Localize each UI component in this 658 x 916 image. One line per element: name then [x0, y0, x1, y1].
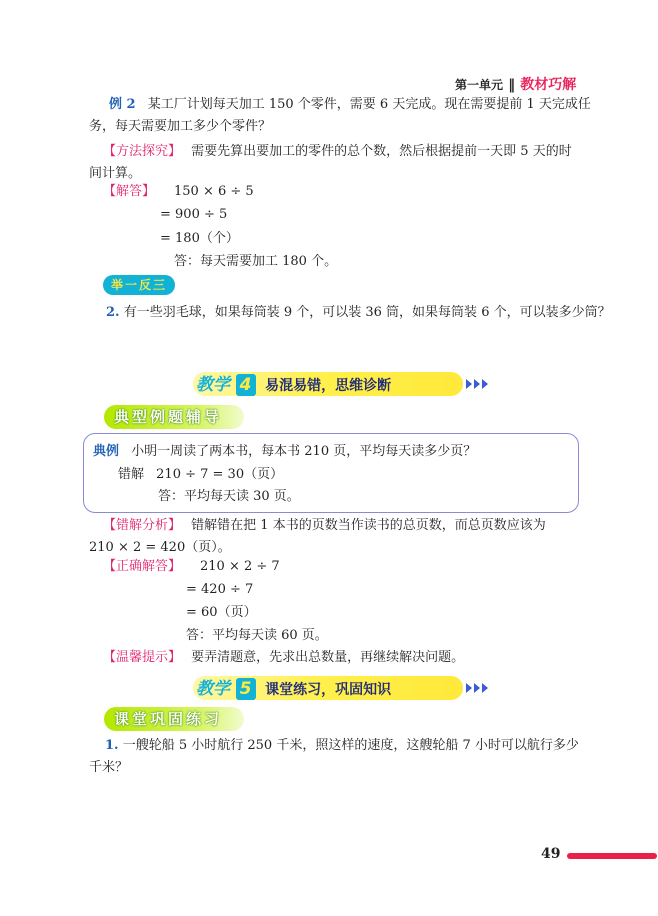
- example2-text1: 某工厂计划每天加工 150 个零件，需要 6 天完成。现在需要提前 1 天完成任: [147, 97, 591, 112]
- exercise1-text1: 一艘轮船 5 小时航行 250 千米，照这样的速度，这艘轮船 7 小时可以航行多少: [122, 738, 579, 753]
- footer-red-bar: [567, 853, 657, 859]
- section4-number: 4: [236, 374, 256, 396]
- typical-question: 小明一周读了两本书，每本书 210 页，平均每天读多少页？: [131, 444, 477, 459]
- method-line2: 间计算。: [89, 166, 142, 181]
- section5-jiaoxue: 教学: [196, 679, 230, 699]
- typical-wrong-step: 210 ÷ 7 = 30（页）: [156, 467, 284, 482]
- solution-step3: = 180（个）: [160, 231, 239, 246]
- error-analysis-label: 【错解分析】: [103, 518, 182, 533]
- practice2: [106, 302, 611, 324]
- typical-wrong-label: 错解: [118, 467, 145, 482]
- typical-question-line: [93, 441, 476, 463]
- solution-answer: 答：每天需要加工 180 个。: [174, 254, 338, 269]
- tip-text: 要弄清题意，先求出总数量，再继续解决问题。: [191, 650, 465, 665]
- correct-step1: 210 × 2 ÷ 7: [200, 559, 280, 574]
- error-analysis-line1: [103, 515, 546, 537]
- section4-arrows-icon: [466, 376, 490, 392]
- correct-label: [103, 556, 181, 578]
- section4-heading: [196, 370, 391, 396]
- section5-title: 课堂练习，巩固知识: [265, 682, 392, 698]
- correct-label-text: 【正确解答】: [103, 559, 182, 574]
- method-line1: [103, 141, 572, 163]
- tip-line: [103, 647, 464, 669]
- method-label: 【方法探究】: [103, 144, 182, 159]
- practice2-number: 2.: [106, 305, 120, 320]
- practice2-text: 有一些羽毛球，如果每筒装 9 个，可以装 36 筒，如果每筒装 6 个，可以装多少筒？: [123, 305, 611, 320]
- typical-example-banner: 典型例题辅导: [104, 405, 244, 429]
- tip-label: 【温馨提示】: [103, 650, 182, 665]
- page-header: [455, 74, 576, 94]
- example2-line1: [109, 94, 591, 116]
- exercise1-number: 1.: [105, 738, 119, 753]
- solution-label-text: 【解答】: [103, 184, 156, 199]
- correct-answer: 答：平均每天读 60 页。: [186, 628, 328, 643]
- solution-label: [103, 181, 155, 203]
- typical-label: 典例: [93, 444, 120, 459]
- practice-badge: 举一反三: [103, 275, 175, 295]
- page-number: 49: [541, 846, 561, 862]
- typical-wrong-line: [118, 464, 283, 486]
- example2-label: 例 2: [109, 97, 136, 112]
- solution-step1: 150 × 6 ÷ 5: [174, 184, 254, 199]
- exercise1-line1: [105, 735, 579, 757]
- example2-line2: 务，每天需要加工多少个零件？: [89, 119, 272, 134]
- section4-title: 易混易错，思维诊断: [265, 378, 392, 394]
- correct-step3: = 60（页）: [186, 605, 257, 620]
- header-unit: 第一单元: [455, 78, 504, 92]
- section4-jiaoxue: 教学: [196, 375, 230, 395]
- exercise1-line2: 千米？: [89, 760, 129, 775]
- section5-arrows-icon: [466, 680, 490, 696]
- solution-step2: = 900 ÷ 5: [160, 207, 228, 222]
- error-analysis-text1: 错解错在把 1 本书的页数当作读书的总页数，而总页数应该为: [191, 518, 546, 533]
- correct-step2: = 420 ÷ 7: [186, 582, 254, 597]
- method-text1: 需要先算出要加工的零件的总个数，然后根据提前一天即 5 天的时: [191, 144, 572, 159]
- section5-number: 5: [236, 678, 256, 700]
- error-analysis-line2: 210 × 2 = 420（页）。: [89, 540, 231, 555]
- header-title: 教材巧解: [520, 77, 577, 93]
- header-separator: ‖: [508, 77, 516, 93]
- classroom-practice-banner: 课堂巩固练习: [104, 707, 244, 731]
- section5-heading: [196, 674, 391, 700]
- typical-wrong-answer: 答：平均每天读 30 页。: [158, 489, 300, 504]
